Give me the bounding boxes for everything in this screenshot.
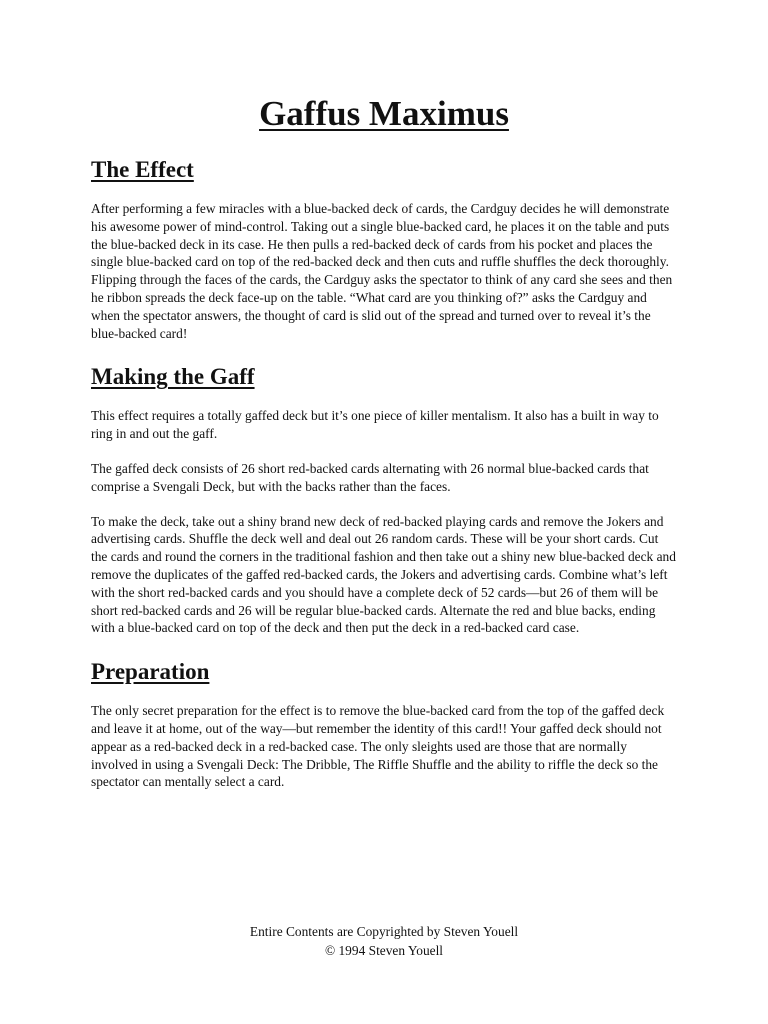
copyright-footer (0, 922, 768, 960)
copyright-line: Entire Contents are Copyrighted by Steven Youell (249, 924, 519, 939)
section-heading: Preparation (91, 659, 210, 685)
section-the-effect (91, 156, 677, 342)
paragraph: To make the deck, take out a shiny brand new deck of red-backed playing cards and remove the Jokers and advertising cards. Shuffle the deck well and deal out 26 random cards. These will be your short cards. Cut the cards and round the corners in the traditional fashion and then take out a shiny new blue-backed deck and remove the duplicates of the gaffed red-backed cards, the Jokers and advertising cards. Combine what’s left with the short red-backed cards and you should have a complete deck of 52 cards—but 26 of them will be short red-backed cards and 26 will be regular blue-backed cards. Alternate the red and blue backs, ending with a blue-backed card on top of the deck and then put the deck in a red-backed card case. (91, 513, 676, 636)
paragraph: The only secret preparation for the effect is to remove the blue-backed card from the top of the gaffed deck and leave it at home, out of the way—but remember the identity of this card!! Your gaffed deck should not appear as a red-backed deck in a red-backed case. The only sleights used are those that are normally involved in using a Svengali Deck: The Dribble, The Riffle Shuffle and the ability to riffle the deck so the spectator can mentally select a card. (91, 703, 665, 790)
section-heading: Making the Gaff (91, 364, 255, 390)
section-preparation (91, 658, 677, 791)
document-title: Gaffus Maximus (259, 94, 509, 133)
paragraph: After performing a few miracles with a blue-backed deck of cards, the Cardguy decides he will demonstrate his awesome power of mind-control. Taking out a single blue-backed card, he places it on the table and puts the blue-backed deck in its case. He then pulls a red-backed deck of cards from his pocket and places the single blue-backed card on top of the red-backed deck and then cuts and ruffle shuffles the deck thoroughly. Flipping through the faces of the cards, the Cardguy asks the spectator to think of any card she sees and then he ribbon spreads the deck face-up on the table. “What card are you thinking of?” asks the Cardguy and when the spectator answers, the thought of card is slid out of the spread and turned over to reveal it’s the blue-backed card! (91, 201, 673, 341)
section-making-the-gaff (91, 363, 677, 637)
paragraph: This effect requires a totally gaffed deck but it’s one piece of killer mentalism. It also has a built in way to ring in and out the gaff. (91, 408, 659, 442)
paragraph: The gaffed deck consists of 26 short red-backed cards alternating with 26 normal blue-backed cards that comprise a Svengali Deck, but with the backs rather than the faces. (91, 460, 649, 494)
copyright-year-line: © 1994 Steven Youell (324, 943, 444, 958)
section-heading: The Effect (91, 157, 194, 182)
